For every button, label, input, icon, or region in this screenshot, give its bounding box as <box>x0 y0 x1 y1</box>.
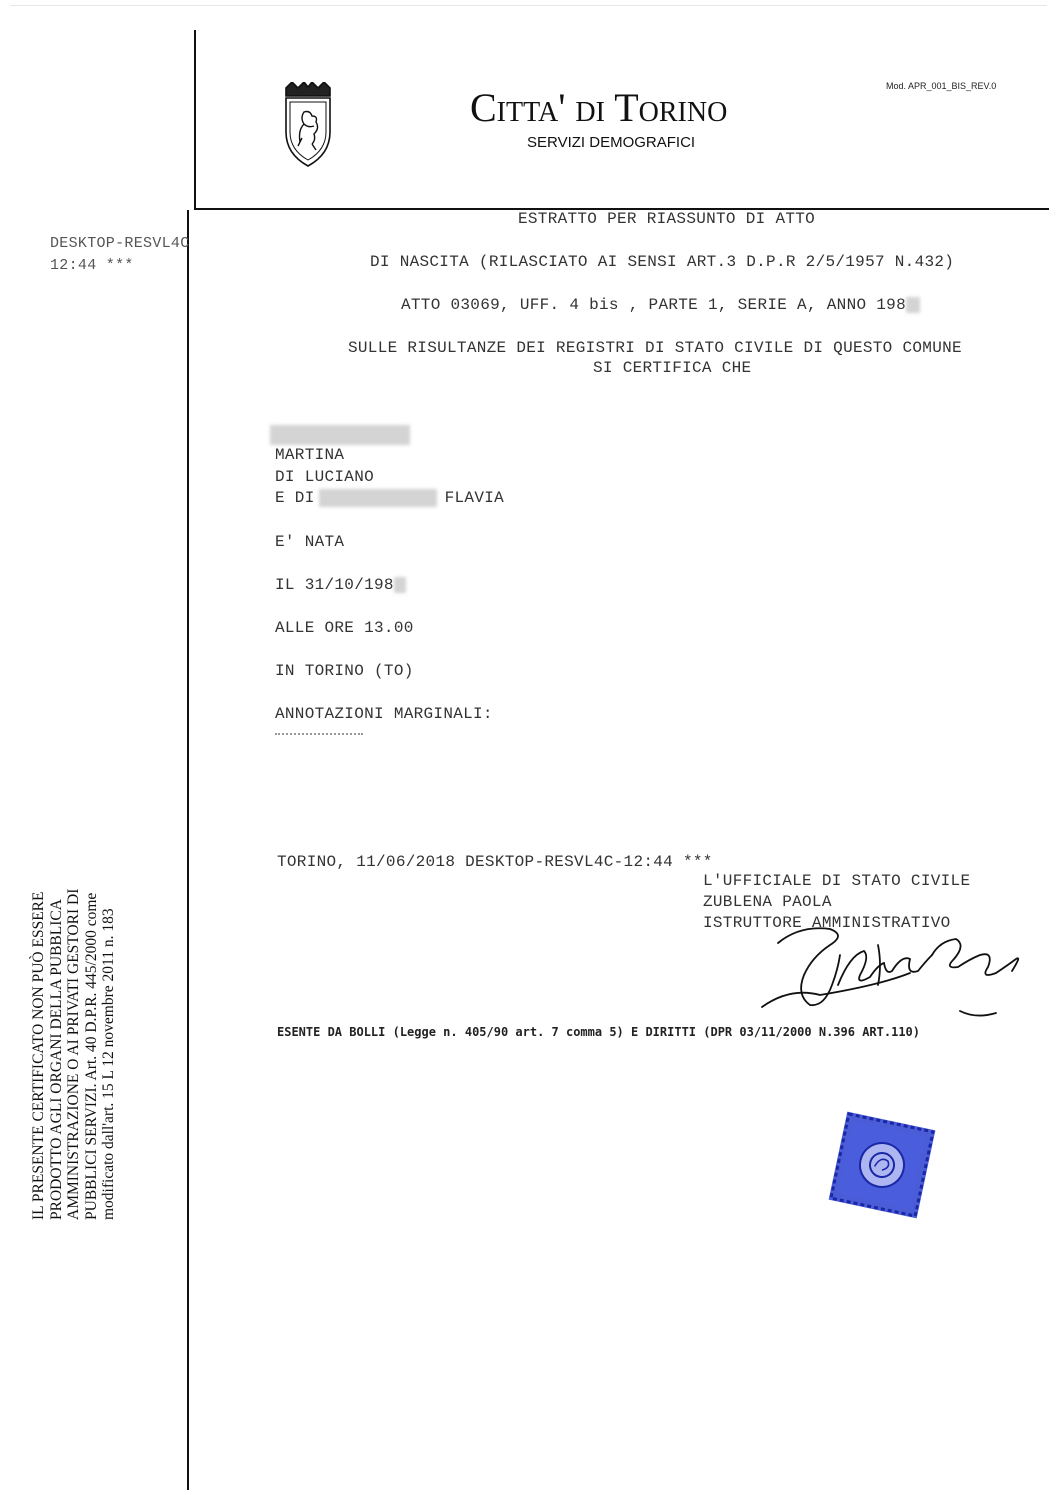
torino-coat-of-arms-icon <box>278 82 338 168</box>
page-title: Citta' di Torino <box>470 85 728 130</box>
heading-line2: DI NASCITA (RILASCIATO AI SENSI ART.3 D.P.R 2/5/1957 N.432) <box>370 253 955 271</box>
officer-title: L'UFFICIALE DI STATO CIVILE <box>703 872 971 890</box>
birth-date <box>275 576 406 594</box>
father-line: DI LUCIANO <box>275 468 375 486</box>
module-code: Mod. APR_001_BIS_REV.0 <box>886 81 997 91</box>
exemption-note: ESENTE DA BOLLI (Legge n. 405/90 art. 7 comma 5) E DIRITTI (DPR 03/11/2000 N.396 ART.110) <box>277 1024 921 1039</box>
mother-line <box>275 489 504 507</box>
place-date: TORINO, 11/06/2018 DESKTOP-RESVL4C-12:44 *** <box>277 853 713 871</box>
heading-line3-text: ATTO 03069, UFF. 4 bis , PARTE 1, SERIE A, ANNO 198 <box>401 296 906 314</box>
side-note-line3: AMMINISTRAZIONE O AI PRIVATI GESTORI DI <box>65 888 82 1220</box>
heading-line3 <box>401 296 920 314</box>
side-note-line5: modificato dall'art. 15 L 12 novembre 2011 n. 183 <box>100 908 117 1220</box>
page-subtitle: SERVIZI DEMOGRAFICI <box>527 134 696 151</box>
annotations-dash <box>275 733 363 735</box>
annotations-label: ANNOTAZIONI MARGINALI: <box>275 705 493 723</box>
heading-line5: SI CERTIFICA CHE <box>593 359 752 377</box>
born-line: E' NATA <box>275 533 345 551</box>
officer-role: ISTRUTTORE AMMINISTRATIVO <box>703 914 951 932</box>
mother-prefix: E DI <box>275 489 315 508</box>
official-stamp-icon <box>825 1108 940 1223</box>
margin-stamp-line2: 12:44 *** <box>50 257 134 274</box>
side-legal-note <box>30 810 118 1220</box>
page-edge <box>10 5 1047 6</box>
officer-name: ZUBLENA PAOLA <box>703 893 832 911</box>
margin-stamp-line1: DESKTOP-RESVL4C <box>50 235 190 252</box>
side-note-line4: PUBBLICI SERVIZI. Art. 40 D.P.R. 445/2000 come <box>82 892 100 1220</box>
handwritten-signature-icon <box>760 915 1030 1035</box>
birth-date-text: IL 31/10/198 <box>275 576 394 594</box>
birth-time: ALLE ORE 13.00 <box>275 619 414 637</box>
redaction <box>270 425 410 445</box>
mother-name: FLAVIA <box>444 489 505 508</box>
heading-line4: SULLE RISULTANZE DEI REGISTRI DI STATO CIVILE DI QUESTO COMUNE <box>348 339 962 357</box>
birth-place: IN TORINO (TO) <box>275 662 414 680</box>
redaction <box>394 577 406 593</box>
redaction <box>319 489 437 507</box>
vertical-rule-bottom <box>187 210 189 1490</box>
first-name: MARTINA <box>275 446 345 464</box>
heading-line1: ESTRATTO PER RIASSUNTO DI ATTO <box>518 210 816 228</box>
redaction <box>906 297 920 313</box>
side-note-line1: IL PRESENTE CERTIFICATO NON PUÒ ESSERE <box>30 891 47 1220</box>
side-note-line2: PRODOTTO AGLI ORGANI DELLA PUBBLICA <box>47 899 65 1220</box>
surname-redacted <box>270 425 410 445</box>
vertical-rule-top <box>194 30 196 210</box>
